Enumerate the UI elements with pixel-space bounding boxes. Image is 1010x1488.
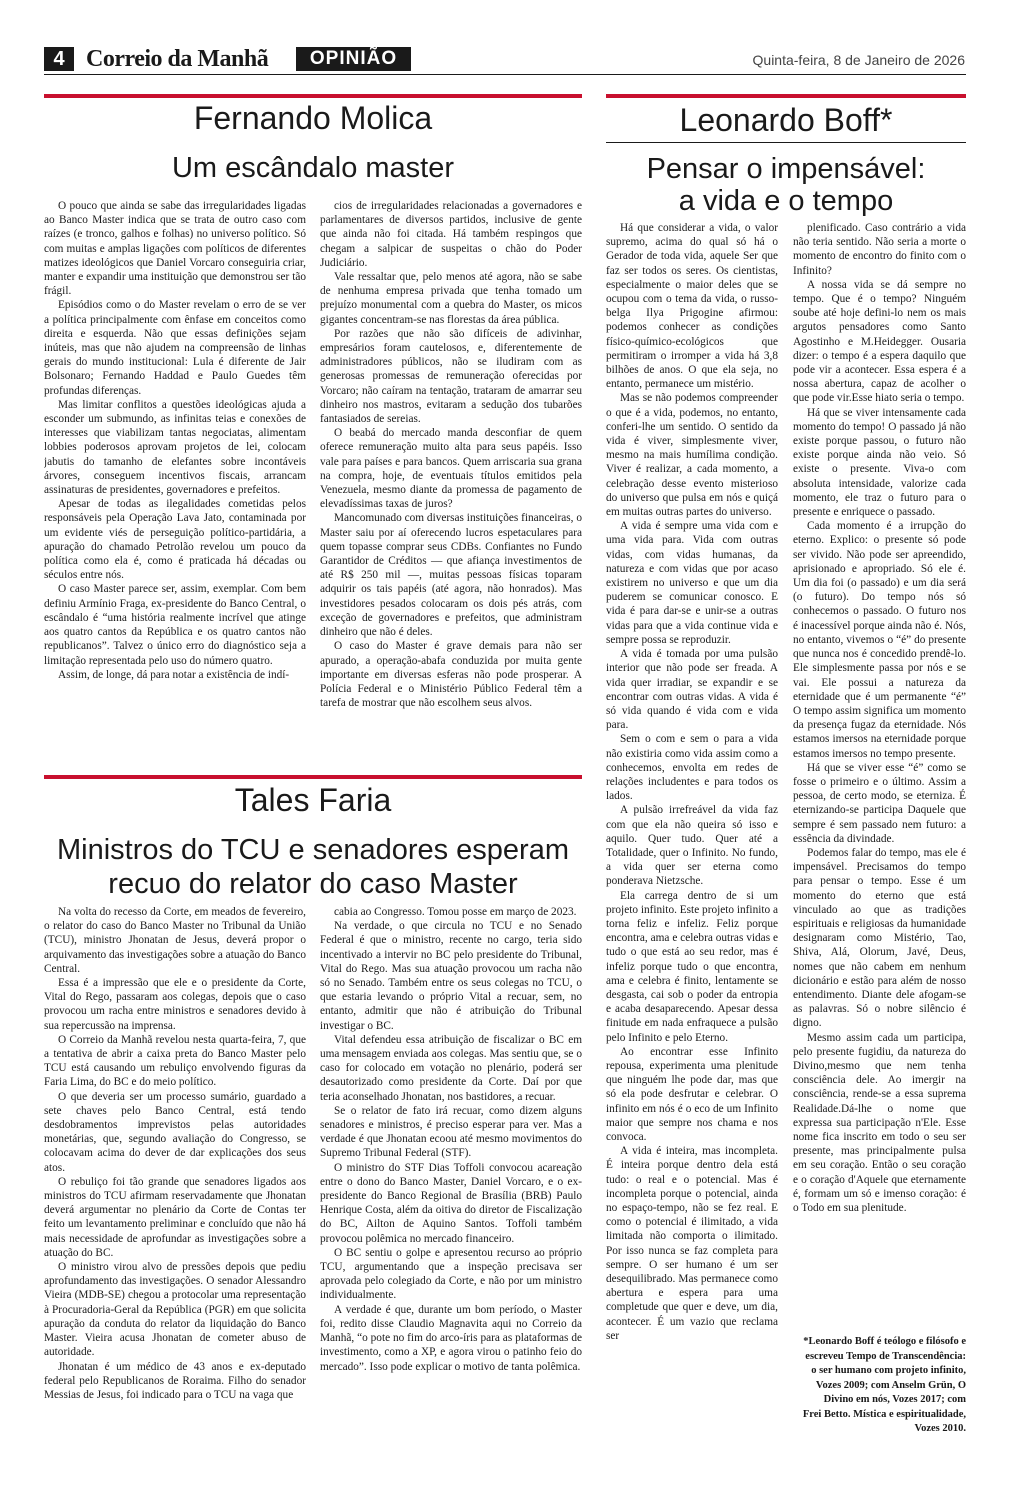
paragraph: Jhonatan é um médico de 43 anos e ex-deputado federal pelo Republicanos de Roraima. Filho do senador Messias de Jesus, foi indicado para o TCU na vaga que — [44, 1360, 306, 1401]
faria-headline-line-2: recuo do relator do caso Master — [108, 868, 518, 900]
paragraph: Podemos falar do tempo, mas ele é impensável. Precisamos do tempo para pensar o tempo. Esse é um momento do eterno que está vinculado ao que as tradições espirituais e religiosas da humanidade designaram como Mistério, Tao, Shiva, Alá, Olorum, Javé, Deus, nomes que não cabem em nenhum dicionário e estão para além de nosso entendimento. Diante dele afogam-se as palavras. Só o nobre silêncio é digno. — [793, 846, 966, 1030]
paragraph: A vida é inteira, mas incompleta. É inteira porque dentro dela está tudo: o real e o potencial. Mas é incompleta porque o potencial, ainda no espaço-tempo, não se fez real. E como o potencial é ilimitado, a vida limitada não comporta o ilimitado. Por isso nunca se faz completa para sempre. O ser humano é um ser desequilibrado. Mas permanece como abertura e espera para uma completude que quer e deve, um dia, acontecer. É um vazio que reclama ser — [606, 1145, 778, 1342]
paragraph: Por razões que não são difíceis de adivinhar, empresários foram cautelosos, e, diferentemente de administradores públicos, não se iludiram com as generosas promessas de remuneração oferecidas por Vorcaro; não caíram na tentação, trataram de amarrar seu dinheiro nos mastros, evitaram a sedução dos tubarões fantasiados de sereias. — [320, 327, 582, 426]
molica-headline: Um escândalo master — [171, 152, 455, 184]
page-number: 4 — [44, 47, 74, 71]
paragraph: Há que considerar a vida, o valor supremo, acima do qual só há o Gerador de toda vida, aquele Ser que faz ser todos os seres. Os cientistas, especialmente o maior deles que se ocupou com o tema da vida, o russo-belga Ilya Prigogine afirmou: podemos conhecer as condições físico-químico-ecológicos que permitiram o irromper a vida há 3,8 bilhões de anos. O que ela seja, no entanto, permanece um mistério. — [606, 222, 778, 391]
paragraph: Assim, de longe, dá para notar a existência de indí- — [58, 668, 290, 681]
paragraph: Vital defendeu essa atribuição de fiscalizar o BC em uma mensagem enviada aos colegas. Mas sentiu que, se o caso for colocado em votação no plenário, poderá ser desautorizado como presidente da Corte. Daí por que teria aconselhado Jhonatan, nos bastidores, a recuar. — [320, 1033, 582, 1103]
paragraph: Ao encontrar esse Infinito repousa, experimenta uma plenitude que ninguém lhe pode dar, mas que só ela pode desfrutar e celebrar. O infinito em nós é o eco de um Infinito maior que sempre nos chama e nos convoca. — [606, 1045, 778, 1143]
paragraph: Mas se não podemos compreender o que é a vida, podemos, no entanto, conferi-lhe um sentido. O sentido da vida é viver, simplesmente viver, mesmo na mais humílima condição. Viver é realizar, a cada momento, a celebração desse evento misterioso do universo que pulsa em nós e quiçá em muitas outras partes do universo. — [606, 392, 778, 519]
paragraph: Essa é a impressão que ele e o presidente da Corte, Vital do Rego, passaram aos colegas, depois que o caso provocou um racha entre ministros e senadores devido à sua repercussão na imprensa. — [44, 977, 306, 1032]
paragraph: Na verdade, o que circula no TCU e no Senado Federal é que o ministro, recente no cargo, teria sido incentivado a intervir no BC pelo presidente do Tribunal, Vital do Rego. Mas sua atuação provocou um racha não só no Senado. Também entre os seus colegas no TCU, o que estaria levando o próprio Vital a recuar, sem, no entanto, admitir que não é atribuição do Tribunal investigar o BC. — [320, 920, 582, 1032]
paragraph: Ela carrega dentro de si um projeto infinito. Este projeto infinito a torna feliz e infeliz. Feliz porque encontra, ama e celebra outras vidas e tudo o que está ao seu redor, mas é infeliz porque tudo o que encontra, ama e celebra é finito, lentamente se desgasta, cai sob o poder da entropia e acaba desaparecendo. Apesar dessa finitude em nada enfraquece a pulsão pelo Infinito e pelo Eterno. — [606, 889, 778, 1044]
header-rule — [44, 74, 966, 75]
paragraph: O caso do Master é grave demais para não ser apurado, a operação-abafa conduzida por muita gente importante em diversas esferas não pode prosperar. A Polícia Federal e o Ministério Público Federal têm a tarefa de mostrar que não escolhem seus alvos. — [320, 640, 582, 710]
paragraph: A vida é tomada por uma pulsão interior que não pode ser freada. A vida quer irradiar, se expandir e se encontrar com outras vidas. A vida é só vida quando é vida com e vida para. — [606, 648, 778, 732]
boff-red-bar — [606, 94, 966, 98]
paragraph: Se o relator de fato irá recuar, como dizem alguns senadores e ministros, é preciso esperar para ver. Mas a verdade é que Jhonatan ecoou até mesmo movimentos do Supremo Tribunal Federal (STF). — [320, 1104, 582, 1160]
paragraph: Mancomunado com diversas instituições financeiras, o Master saiu por aí oferecendo lucros espetaculares para quem topasse comprar seus CDBs. Confiantes no Fundo Garantidor de Créditos — que afiança investimentos de até R$ 250 mil —, muitas pessoas físicas toparam adquirir os tais papéis (até agora, não honrados). Mas investidores pesados colocaram os dois pés atrás, com exceção de governadores e prefeitos, que administram dinheiro que não é deles. — [320, 512, 582, 639]
boff-column-1 — [606, 221, 778, 1449]
footnote-line: Divino em nós, Vozes 2017; com — [823, 1394, 966, 1405]
paragraph: Há que se viver intensamente cada momento do tempo! O passado já não existe porque passou, o futuro não existe porque ainda não veio. Só existe o presente. Viva-o com absoluta intensidade, valorize cada momento, ele traz o futuro para o presente e enriquece o passado. — [793, 406, 966, 519]
paragraph: A verdade é que, durante um bom período, o Master foi, redito disse Claudio Magnavita aqui no Correio da Manhã, “o pote no fim do arco-íris para as plataformas de investimento, como a XP, e agora virou o patinho feio do mercado”. Isso pode explicar o motivo de tanta polêmica. — [320, 1303, 582, 1373]
footnote-line: Vozes 2009; com Anselm Grün, O — [815, 1379, 966, 1391]
footnote-line: escreveu Tempo de Transcendência: — [805, 1350, 966, 1362]
paragraph: A nossa vida se dá sempre no tempo. Que é o tempo? Ninguém soube até hoje defini-lo nem os mais argutos pensadores como Santo Agostinho e M.Heidegger. Ousaria dizer: o tempo é a espera daquilo que pode vir a acontecer. Essa espera é a nossa abertura, capaz de acolher o que pode vir.Esse hiato seria o tempo. — [793, 278, 966, 405]
molica-column-2 — [320, 199, 582, 749]
paragraph: O Correio da Manhã revelou nesta quarta-feira, 7, que a tentativa de abrir a caixa preta do Banco Master pelo TCU está causando um rebuliço envolvendo figuras da Faria Lima, do BC e do meio político. — [44, 1033, 306, 1089]
boff-headline-line-1: Pensar o impensável: — [646, 153, 926, 185]
paragraph: Há que se viver esse “é” como se fosse o primeiro e o último. Assim a pessoa, de certo modo, se eterniza. É eternizando-se participa Daquele que sempre é sem passado nem futuro: a essência da divindade. — [793, 761, 966, 845]
paragraph: cios de irregularidades relacionadas a governadores e parlamentares de diversos partidos, inclusive de gente que ainda não foi citada. Há também respingos que chegam a salpicar de suspeitas o chão do Poder Judiciário. — [320, 200, 582, 269]
paragraph: cabia ao Congresso. Tomou posse em março de 2023. — [334, 906, 577, 918]
paragraph: O beabá do mercado manda desconfiar de quem oferece remuneração muito alta para seus papéis. Isso vale para países e para bancos. Quem arriscaria sua grana na compra, hoje, de eventuais títulos emitidos pela Venezuela, mesmo diante da promessa de pagamento de elevadíssimas taxas de juros? — [320, 427, 582, 511]
footnote-line: *Leonardo Boff é teólogo e filósofo e — [803, 1336, 966, 1347]
boff-author-footnote — [780, 1335, 966, 1437]
paragraph: plenificado. Caso contrário a vida não teria sentido. Não seria a morte o momento de encontro do finito com o Infinito? — [793, 222, 966, 277]
faria-column-2 — [320, 905, 582, 1450]
paragraph: O ministro virou alvo de pressões depois que pediu aprofundamento das investigações. O senador Alessandro Vieira (MDB-SE) chegou a protocolar uma representação à Procuradoria-Geral da República (PGR) em que solicita apuração da conduta do relator da liquidação do Banco Master. Vieira acusa Jhonatan de cometer abuso de autoridade. — [44, 1261, 306, 1359]
issue-date: Quinta-feira, 8 de Janeiro de 2026 — [752, 52, 965, 68]
faria-red-bar — [44, 775, 582, 779]
newspaper-name: Correio da Manhã — [86, 46, 269, 72]
paragraph: O BC sentiu o golpe e apresentou recurso ao próprio TCU, argumentando que a inspeção precisava ser aprovada pelo colegiado da Corte, e não por um ministro individualmente. — [320, 1246, 582, 1302]
footnote-line: Frei Betto. Mística e espiritualidade, — [802, 1408, 966, 1420]
paragraph: O pouco que ainda se sabe das irregularidades ligadas ao Banco Master indica que se trata de outro caso com raízes (e tronco, galhos e folhas) no universo político. Só com muitas e amplas ligações com políticos de diferentes matizes ideológicos que Daniel Vorcaro conseguiria criar, manter e expandir uma instituição que demonstrou ser tão frágil. — [44, 200, 306, 298]
section-label: OPINIÃO — [296, 47, 411, 71]
paragraph: Na volta do recesso da Corte, em meados de fevereiro, o relator do caso do Banco Master no Tribunal da União (TCU), ministro Jhonatan de Jesus, deverá propor o arquivamento das investigações sobre a atuação do Banco Central. — [44, 906, 306, 975]
paragraph: A vida é sempre uma vida com e uma vida para. Vida com outras vidas, com vidas humanas, da natureza e com vidas que por acaso existirem no universo e que um dia puderem se comunicar conosco. E vida é para dar-se e unir-se a outras vidas para que a vida continue vida e sempre possa se reproduzir. — [606, 520, 778, 646]
paragraph: O que deveria ser um processo sumário, guardado a sete chaves pelo Banco Central, está tendo desdobramentos imprevistos pelas autoridades monetárias, que, segundo avaliação do Congresso, se colocavam acima do dever de dar explicações dos seus atos. — [44, 1090, 306, 1174]
boff-headline-line-2: a vida e o tempo — [678, 185, 894, 217]
paragraph: Sem o com e sem o para a vida não existiria como vida assim como a conhecemos, envolta em redes de relações includentes e para todos os lados. — [606, 733, 778, 803]
paragraph: O rebuliço foi tão grande que senadores ligados aos ministros do TCU afirmam reservadamente que Jhonatan deverá argumentar no plenário da Corte de Contas ter feito um levantamento preliminar e concluído que não há mais necessidade de aprofundar as investigações sobre a atuação do BC. — [44, 1175, 306, 1259]
boff-column-2 — [793, 221, 966, 1311]
footnote-line: Vozes 2010. — [914, 1423, 966, 1434]
boff-author-rule — [606, 142, 966, 143]
paragraph: A pulsão irrefreável da vida faz com que ela não queira só isso e aquilo. Quer tudo. Quer até a Totalidade, quer o Infinito. No fundo, a vida quer ser eterna como ponderava Nietzsche. — [606, 804, 778, 888]
paragraph: Mesmo assim cada um participa, pelo presente fugidiu, da natureza do Divino,mesmo que nem tenha consciência dele. Ao imergir na consciência, rende-se a essa suprema Realidade.Dá-lhe o nome que expressa sua participação n'Ele. Esse nome fica inscrito em todo o seu ser presente, mas principalmente pulsa em seu coração. Então o seu coração e o coração d'Aquele que eternamente é, formam um só e imenso coração: é o Todo em sua plenitude. — [793, 1031, 966, 1215]
paragraph: O ministro do STF Dias Toffoli convocou acareação entre o dono do Banco Master, Daniel Vorcaro, e o ex-presidente do Banco Regional de Brasília (BRB) Paulo Henrique Costa, além da oitiva do diretor de Fiscalização do BC, Ailton de Aquino Santos. Toffoli também provocou polêmica no mercado financeiro. — [320, 1161, 582, 1245]
faria-column-1 — [44, 905, 306, 1450]
faria-headline-line-1: Ministros do TCU e senadores esperam — [56, 834, 570, 866]
molica-column-1 — [44, 199, 306, 749]
footnote-line: o ser humano com projeto infinito, — [811, 1365, 966, 1376]
boff-author: Leonardo Boff* — [679, 102, 893, 138]
faria-author: Tales Faria — [234, 782, 392, 818]
paragraph: Episódios como o do Master revelam o erro de se ver a política principalmente com ênfase em conceitos como direita e esquerda. Não que essas definições sejam inúteis, mas que não ajudem na compreensão de linhas gerais do mundo institucional: Lula é diferente de Jair Bolsonaro; Fernando Haddad e Paulo Guedes têm profundas diferenças. — [44, 299, 306, 397]
paragraph: Apesar de todas as ilegalidades cometidas pelos responsáveis pela Operação Lava Jato, contaminada por um evidente viés de perseguição político-partidária, a apuração do chamado Petrolão revelou um pouco da política como ela é, como é praticada há décadas ou séculos entre nós. — [44, 498, 306, 582]
molica-red-bar — [44, 94, 582, 98]
paragraph: Cada momento é a irrupção do eterno. Explico: o presente só pode ser vivido. Não pode ser apreendido, aprisionado e apropriado. Só ele é. Um dia foi (o passado) e um dia será (o futuro). Do tempo nós só conhecemos o passado. O futuro nos é inacessível porque ainda não é. Nós, no entanto, vivemos o “é” do presente que nunca nos é concedido prendê-lo. Ele simplesmente passa por nós e se vai. Ele possui a natureza da eternidade que é um permanente “é” O tempo assim significa um momento da presença fugaz da eternidade. Nós estamos imersos na eternidade porque estamos imersos no tempo presente. — [793, 520, 966, 760]
paragraph: Vale ressaltar que, pelo menos até agora, não se sabe de nenhuma empresa privada que tenha tomado um prejuízo monumental com a quebra do Master, os micos gigantes concentram-se nas florestas da área pública. — [320, 271, 582, 326]
molica-author: Fernando Molica — [193, 100, 433, 136]
paragraph: O caso Master parece ser, assim, exemplar. Com bem definiu Armínio Fraga, ex-presidente do Banco Central, o escândalo é “uma história realmente incrível que atinge aos quatro cantos da República e os quatro cantos não republicanos”. Talvez o único erro do diagnóstico seja a limitação representada pelo uso do número quatro. — [44, 583, 306, 667]
paragraph: Mas limitar conflitos a questões ideológicas ajuda a esconder um submundo, as infinitas teias e conexões de interesses que viabilizam tantas negociatas, alimentam lobbies poderosos aprovam projetos de lei, colocam jabutis do tamanho de elefantes sobre incontáveis árvores, conseguem incentivos fiscais, arrancam assinaturas de presidentes, governadores e prefeitos. — [44, 398, 306, 497]
